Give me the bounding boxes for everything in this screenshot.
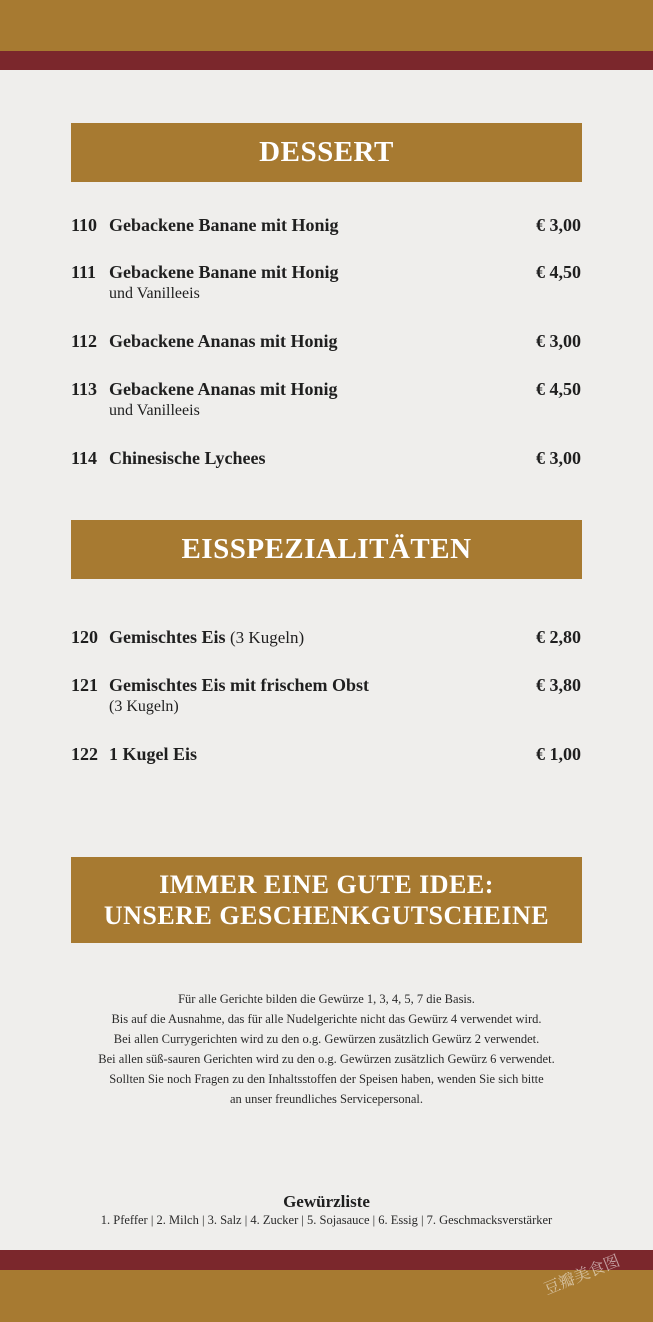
item-name: Gebackene Ananas mit Honig [109,331,338,351]
note-line: Bis auf die Ausnahme, das für alle Nudelgerichte nicht das Gewürz 4 verwendet wird. [111,1012,542,1026]
item-name: Chinesische Lychees [109,448,266,468]
gutschein-line-1: IMMER EINE GUTE IDEE: [159,870,494,899]
section-title-dessert: DESSERT [259,136,394,168]
menu-item-112 [71,330,581,352]
gutschein-line-2: UNSERE GESCHENKGUTSCHEINE [103,901,550,930]
note-line: Für alle Gerichte bilden die Gewürze 1, 3, 4, 5, 7 die Basis. [178,992,475,1006]
item-number: 121 [71,675,98,695]
item-number: 120 [71,627,98,647]
menu-item-114 [71,447,581,469]
item-price: € 4,50 [536,379,581,399]
item-name: 1 Kugel Eis [109,744,198,764]
bottom-stripe [0,1250,653,1270]
menu-item-111 [71,261,581,305]
menu-item-121 [71,674,581,718]
item-subtitle: und Vanilleeis [109,285,200,302]
item-price: € 3,80 [536,675,581,695]
item-number: 113 [71,379,98,399]
item-price: € 4,50 [536,262,581,282]
section-title-eis: EISSPEZIALITÄTEN [181,533,472,565]
item-price: € 2,80 [536,627,581,647]
item-name-wrap [109,626,536,649]
item-number: 122 [71,744,98,764]
item-number: 111 [71,262,97,282]
item-subtitle: (3 Kugeln) [109,698,179,715]
note-line: Bei allen süß-sauren Gerichten wird zu den o.g. Gewürzen zusätzlich Gewürz 6 verwendet. [98,1052,555,1066]
menu-item-120 [71,626,581,649]
item-number: 112 [71,331,98,351]
item-price: € 3,00 [536,448,581,468]
item-number: 114 [71,448,98,468]
spice-list-title: Gewürzliste [283,1192,370,1211]
menu-item-110 [71,214,581,236]
section-header-gutschein [71,857,582,943]
item-name: Gemischtes Eis mit frischem Obst [109,675,369,695]
item-subtitle: und Vanilleeis [109,402,200,419]
item-price: € 3,00 [536,331,581,351]
section-header-eis [71,520,582,579]
spice-notes [40,989,613,1109]
note-line: an unser freundliches Servicepersonal. [230,1092,423,1106]
item-number: 110 [71,215,98,235]
item-name: Gebackene Banane mit Honig [109,215,339,235]
menu-item-113 [71,378,581,422]
note-line: Bei allen Currygerichten wird zu den o.g. Gewürzen zusätzlich Gewürz 2 verwendet. [113,1032,540,1046]
section-header-dessert [71,123,582,182]
note-line: Sollten Sie noch Fragen zu den Inhaltsstoffen der Speisen haben, wenden Sie sich bitte [109,1072,544,1086]
item-name: Gebackene Ananas mit Honig [109,379,338,399]
item-name: Gemischtes Eis [109,627,226,647]
spice-list: 1. Pfeffer | 2. Milch | 3. Salz | 4. Zucker | 5. Sojasauce | 6. Essig | 7. Geschmacksverstärker [100,1213,553,1227]
item-price: € 1,00 [536,744,581,764]
watermark: 豆瓣美食图 [541,1250,623,1299]
top-band [0,0,653,51]
top-stripe [0,51,653,70]
item-price: € 3,00 [536,215,581,235]
menu-item-122 [71,743,581,765]
item-name: Gebackene Banane mit Honig [109,262,339,282]
item-extra: (3 Kugeln) [230,628,305,647]
